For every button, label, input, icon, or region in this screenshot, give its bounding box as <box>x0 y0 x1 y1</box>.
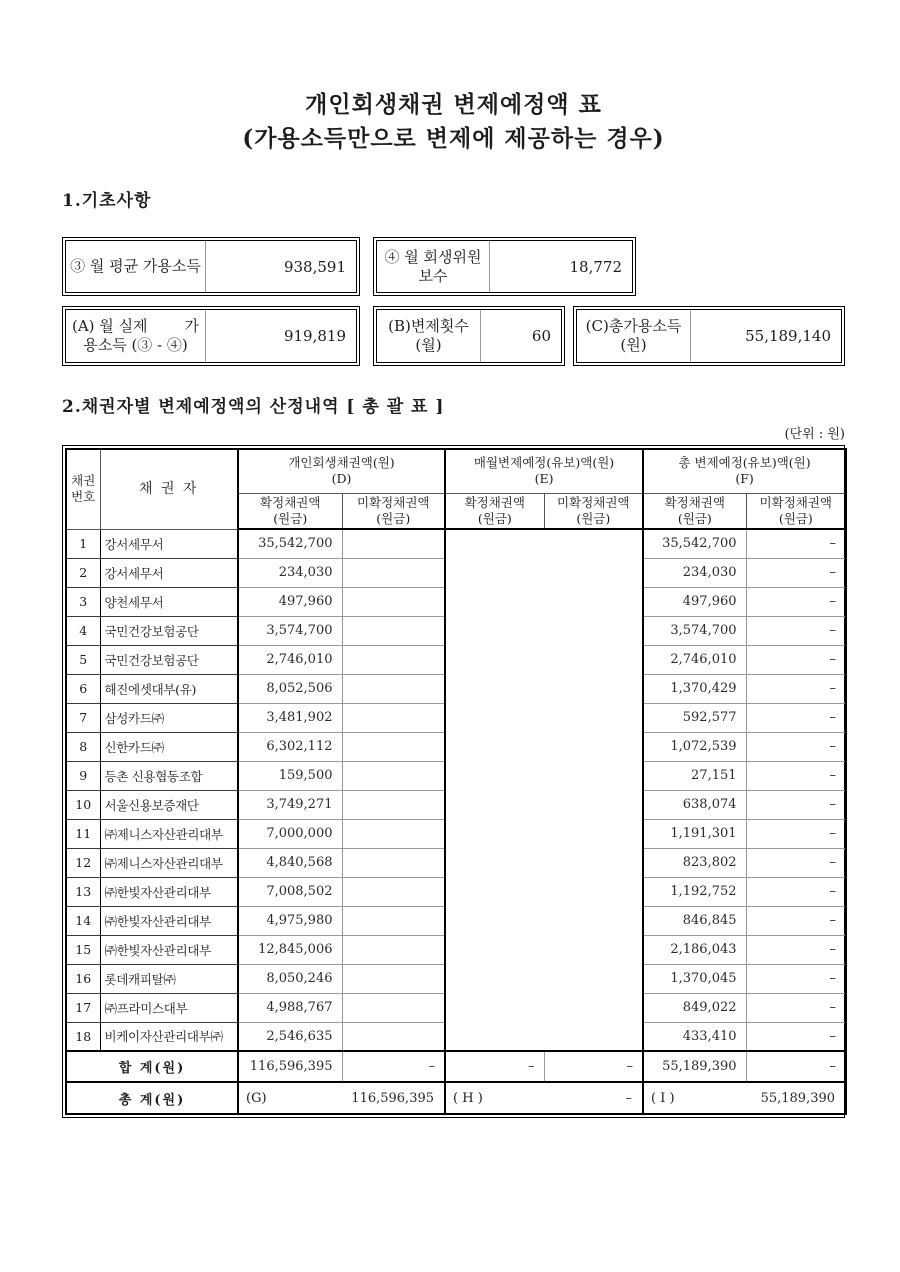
creditor-name: 서울신용보증재단 <box>100 790 238 819</box>
d-unfixed-amount <box>342 703 445 732</box>
box-actual-income-label-line1a: (A) 월 실제 <box>72 317 148 335</box>
header-claim-no: 채권 번호 <box>66 449 100 529</box>
d-fixed-amount: 4,975,980 <box>238 906 342 935</box>
header-e-unfixed: 미확정채권액 (원금) <box>544 493 643 529</box>
claim-no: 4 <box>66 616 100 645</box>
f-unfixed-amount: – <box>746 616 846 645</box>
f-unfixed-amount: – <box>746 703 846 732</box>
subtotal-f-fixed: 55,189,390 <box>643 1051 746 1082</box>
f-unfixed-amount: – <box>746 587 846 616</box>
d-unfixed-amount <box>342 848 445 877</box>
f-unfixed-amount: – <box>746 529 846 558</box>
box-total-income-label-line2: (원) <box>620 336 647 354</box>
d-unfixed-amount <box>342 732 445 761</box>
f-fixed-amount: 849,022 <box>643 993 746 1022</box>
total-d-key: (G) <box>246 1090 267 1106</box>
claim-no: 2 <box>66 558 100 587</box>
f-unfixed-amount: – <box>746 1022 846 1051</box>
d-fixed-amount: 3,749,271 <box>238 790 342 819</box>
f-unfixed-amount: – <box>746 848 846 877</box>
d-unfixed-amount <box>342 906 445 935</box>
f-fixed-amount: 2,746,010 <box>643 645 746 674</box>
d-fixed-amount: 6,302,112 <box>238 732 342 761</box>
f-fixed-amount: 35,542,700 <box>643 529 746 558</box>
d-fixed-amount: 3,481,902 <box>238 703 342 732</box>
total-f-value: 55,189,390 <box>760 1090 836 1106</box>
claim-no: 9 <box>66 761 100 790</box>
header-group-f: 총 변제예정(유보)액(원) (F) <box>643 449 846 493</box>
f-unfixed-amount: – <box>746 761 846 790</box>
f-fixed-amount: 1,191,301 <box>643 819 746 848</box>
total-d-value: 116,596,395 <box>351 1090 435 1106</box>
d-unfixed-amount <box>342 674 445 703</box>
f-fixed-amount: 2,186,043 <box>643 935 746 964</box>
d-fixed-amount: 2,546,635 <box>238 1022 342 1051</box>
box-trustee-fee <box>373 237 636 296</box>
f-fixed-amount: 1,072,539 <box>643 732 746 761</box>
creditor-name: ㈜프라미스대부 <box>100 993 238 1022</box>
d-unfixed-amount <box>342 819 445 848</box>
d-unfixed-amount <box>342 935 445 964</box>
header-f-unfixed: 미확정채권액 (원금) <box>746 493 846 529</box>
f-fixed-amount: 823,802 <box>643 848 746 877</box>
f-fixed-amount: 592,577 <box>643 703 746 732</box>
d-fixed-amount: 4,840,568 <box>238 848 342 877</box>
claim-no: 8 <box>66 732 100 761</box>
d-unfixed-amount <box>342 761 445 790</box>
d-fixed-amount: 8,052,506 <box>238 674 342 703</box>
total-e-key: ( H ) <box>453 1090 483 1106</box>
total-row <box>66 1082 846 1114</box>
claim-no: 17 <box>66 993 100 1022</box>
claim-no: 10 <box>66 790 100 819</box>
creditor-name: ㈜제니스자산관리대부 <box>100 819 238 848</box>
creditor-name: 신한카드㈜ <box>100 732 238 761</box>
f-fixed-amount: 433,410 <box>643 1022 746 1051</box>
creditor-name: 국민건강보험공단 <box>100 645 238 674</box>
box-avg-income <box>62 237 360 296</box>
d-unfixed-amount <box>342 558 445 587</box>
total-d-cell <box>238 1082 445 1114</box>
creditor-name: 국민건강보험공단 <box>100 616 238 645</box>
f-unfixed-amount: – <box>746 732 846 761</box>
d-fixed-amount: 8,050,246 <box>238 964 342 993</box>
d-unfixed-amount <box>342 964 445 993</box>
d-unfixed-amount <box>342 529 445 558</box>
repayment-table <box>65 448 847 1115</box>
f-unfixed-amount: – <box>746 906 846 935</box>
title-line1: 개인회생채권 변제예정액 표 <box>305 91 602 118</box>
d-fixed-amount: 7,000,000 <box>238 819 342 848</box>
d-unfixed-amount <box>342 1022 445 1051</box>
f-unfixed-amount: – <box>746 964 846 993</box>
claim-no: 15 <box>66 935 100 964</box>
f-fixed-amount: 27,151 <box>643 761 746 790</box>
box-repay-count-label-line2: (월) <box>415 336 442 354</box>
basic-info-row2 <box>62 306 845 366</box>
claim-no: 11 <box>66 819 100 848</box>
f-unfixed-amount: – <box>746 993 846 1022</box>
claim-no: 7 <box>66 703 100 732</box>
d-fixed-amount: 35,542,700 <box>238 529 342 558</box>
document-title <box>62 88 845 156</box>
claim-no: 12 <box>66 848 100 877</box>
f-unfixed-amount: – <box>746 674 846 703</box>
d-fixed-amount: 2,746,010 <box>238 645 342 674</box>
subtotal-d-unfixed: – <box>342 1051 445 1082</box>
basic-info-row1 <box>62 237 845 296</box>
d-fixed-amount: 12,845,006 <box>238 935 342 964</box>
table-body <box>66 529 846 1051</box>
f-fixed-amount: 1,370,045 <box>643 964 746 993</box>
claim-no: 3 <box>66 587 100 616</box>
subtotal-e-fixed: – <box>445 1051 544 1082</box>
repayment-table-wrapper <box>62 445 845 1118</box>
d-unfixed-amount <box>342 645 445 674</box>
f-unfixed-amount: – <box>746 558 846 587</box>
box-total-income-value: 55,189,140 <box>745 327 831 345</box>
unit-note: (단위 : 원) <box>784 427 845 442</box>
creditor-name: 양천세무서 <box>100 587 238 616</box>
d-fixed-amount: 234,030 <box>238 558 342 587</box>
box-trustee-fee-label-line1: ④ 월 회생위원 <box>384 247 482 266</box>
claim-no: 5 <box>66 645 100 674</box>
creditor-name: 삼성카드㈜ <box>100 703 238 732</box>
header-group-e: 매월변제예정(유보)액(원) (E) <box>445 449 643 493</box>
claim-no: 6 <box>66 674 100 703</box>
d-fixed-amount: 497,960 <box>238 587 342 616</box>
f-unfixed-amount: – <box>746 645 846 674</box>
claim-no: 14 <box>66 906 100 935</box>
subtotal-f-unfixed: – <box>746 1051 846 1082</box>
e-empty-region <box>445 529 643 1051</box>
f-fixed-amount: 497,960 <box>643 587 746 616</box>
section2-heading: 2.채권자별 변제예정액의 산정내역 [ 총 괄 표 ] <box>62 397 445 417</box>
creditor-name: 강서세무서 <box>100 558 238 587</box>
claim-no: 18 <box>66 1022 100 1051</box>
creditor-name: 해진에셋대부(유) <box>100 674 238 703</box>
table-row <box>66 529 846 558</box>
box-repay-count <box>373 306 565 366</box>
d-fixed-amount: 4,988,767 <box>238 993 342 1022</box>
d-unfixed-amount <box>342 587 445 616</box>
f-fixed-amount: 3,574,700 <box>643 616 746 645</box>
f-fixed-amount: 1,192,752 <box>643 877 746 906</box>
box-avg-income-value: 938,591 <box>283 257 346 276</box>
claim-no: 16 <box>66 964 100 993</box>
subtotal-e-unfixed: – <box>544 1051 643 1082</box>
header-group-d: 개인회생채권액(원) (D) <box>238 449 445 493</box>
d-unfixed-amount <box>342 616 445 645</box>
f-fixed-amount: 234,030 <box>643 558 746 587</box>
creditor-name: ㈜한빛자산관리대부 <box>100 935 238 964</box>
header-d-fixed: 확정채권액 (원금) <box>238 493 342 529</box>
box-trustee-fee-label-line2: 보수 <box>418 266 448 285</box>
f-unfixed-amount: – <box>746 935 846 964</box>
total-label: 총 계(원) <box>66 1082 238 1114</box>
total-f-cell <box>643 1082 846 1114</box>
box-actual-income-value: 919,819 <box>283 327 346 345</box>
title-line2: (가용소득만으로 변제에 제공하는 경우) <box>242 125 665 152</box>
header-creditor: 채 권 자 <box>100 449 238 529</box>
d-unfixed-amount <box>342 790 445 819</box>
creditor-name: ㈜제니스자산관리대부 <box>100 848 238 877</box>
d-unfixed-amount <box>342 993 445 1022</box>
f-fixed-amount: 638,074 <box>643 790 746 819</box>
header-e-fixed: 확정채권액 (원금) <box>445 493 544 529</box>
section1-heading: 1.기초사항 <box>62 191 152 211</box>
subtotal-label: 합 계(원) <box>66 1051 238 1082</box>
total-e-value: – <box>625 1090 633 1106</box>
box-avg-income-label: ③ 월 평균 가용소득 <box>70 257 201 275</box>
subtotal-d-fixed: 116,596,395 <box>238 1051 342 1082</box>
d-fixed-amount: 3,574,700 <box>238 616 342 645</box>
creditor-name: 강서세무서 <box>100 529 238 558</box>
f-unfixed-amount: – <box>746 877 846 906</box>
total-f-key: ( I ) <box>651 1090 675 1106</box>
box-total-income-label-line1: (C)총가용소득 <box>585 317 682 335</box>
total-e-cell <box>445 1082 643 1114</box>
box-trustee-fee-value: 18,772 <box>569 257 622 276</box>
claim-no: 13 <box>66 877 100 906</box>
d-fixed-amount: 159,500 <box>238 761 342 790</box>
box-total-income <box>573 306 845 366</box>
d-fixed-amount: 7,008,502 <box>238 877 342 906</box>
claim-no: 1 <box>66 529 100 558</box>
d-unfixed-amount <box>342 877 445 906</box>
creditor-name: 등촌 신용협동조합 <box>100 761 238 790</box>
creditor-name: 롯데캐피탈㈜ <box>100 964 238 993</box>
f-unfixed-amount: – <box>746 819 846 848</box>
header-f-fixed: 확정채권액 (원금) <box>643 493 746 529</box>
header-d-unfixed: 미확정채권액 (원금) <box>342 493 445 529</box>
creditor-name: ㈜한빛자산관리대부 <box>100 906 238 935</box>
box-actual-income <box>62 306 360 366</box>
subtotal-row <box>66 1051 846 1082</box>
box-repay-count-label-line1: (B)변제횟수 <box>388 317 469 335</box>
box-actual-income-label-line2: 용소득 (③ - ④) <box>83 336 188 354</box>
f-fixed-amount: 1,370,429 <box>643 674 746 703</box>
box-actual-income-label-line1b: 가 <box>184 317 199 335</box>
f-unfixed-amount: – <box>746 790 846 819</box>
f-fixed-amount: 846,845 <box>643 906 746 935</box>
box-repay-count-value: 60 <box>531 327 551 345</box>
creditor-name: ㈜한빛자산관리대부 <box>100 877 238 906</box>
creditor-name: 비케이자산관리대부㈜ <box>100 1022 238 1051</box>
